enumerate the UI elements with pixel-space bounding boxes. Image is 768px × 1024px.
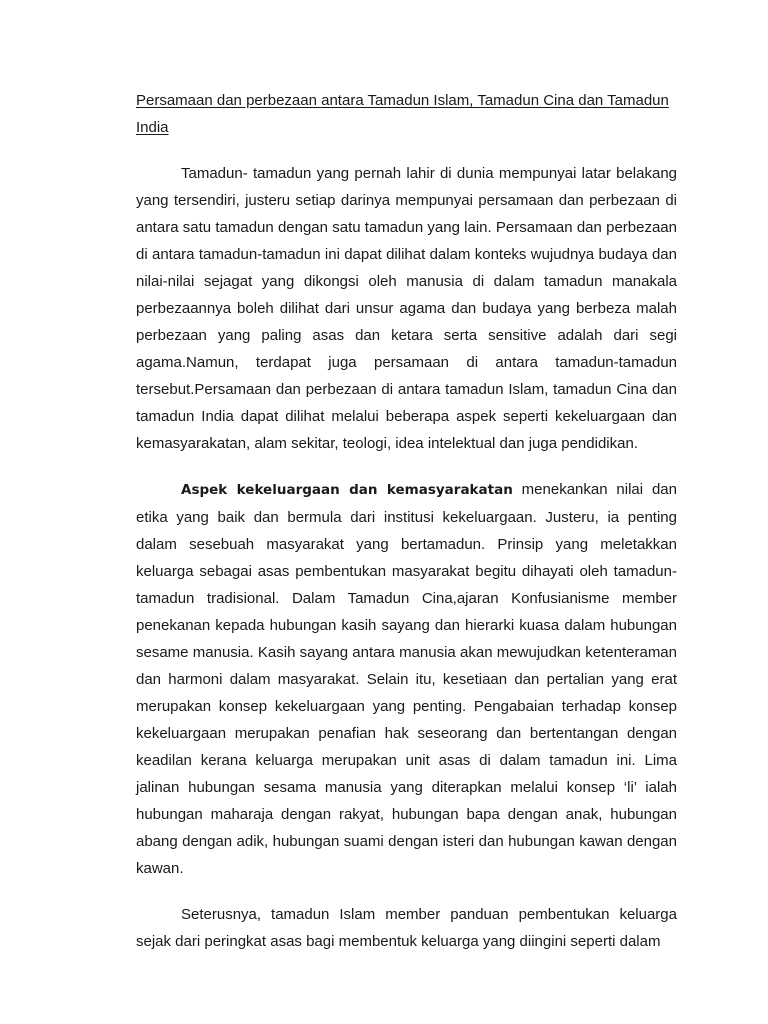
paragraph-intro: Tamadun- tamadun yang pernah lahir di dunia mempunyai latar belakang yang tersendiri, justeru setiap darinya mempunyai persamaan dan perbezaan di antara satu tamadun dengan satu tamadun yang lain. Persamaan dan perbezaan di antara tamadun-tamadun ini dapat dilihat dalam konteks wujudnya budaya dan nilai-nilai sejagat yang dikongsi oleh manusia di dalam tamadun manakala perbezaannya boleh dilihat dari unsur agama dan budaya yang berbeza malah perbezaan yang paling asas dan ketara serta sensitive adalah dari segi agama.Namun, terdapat juga persamaan di antara tamadun-tamadun tersebut.Persamaan dan perbezaan di antara tamadun Islam, tamadun Cina dan tamadun India dapat dilihat melalui beberapa aspek seperti kekeluargaan dan kemasyarakatan, alam sekitar, teologi, idea intelektual dan juga pendidikan.	[136, 165, 677, 452]
paragraph-islam: Seterusnya, tamadun Islam member panduan pembentukan keluarga sejak dari peringkat asas bagi membentuk keluarga yang diingini seperti dalam	[136, 906, 677, 950]
paragraph-family-text: menekankan nilai dan etika yang baik dan bermula dari institusi kekeluargaan. Justeru, ia penting dalam sesebuah masyarakat yang bertamadun. Prinsip yang meletakkan keluarga sebagai asas pembentukan masyarakat begitu dihayati oleh tamadun- tamadun tradisional. Dalam Tamadun Cina,ajaran Konfusianisme member penekanan kepada hubungan kasih sayang dan hierarki kuasa dalam hubungan sesame manusia. Kasih sayang antara manusia akan mewujudkan ketenteraman dan harmoni dalam masyarakat. Selain itu, kesetiaan dan pertalian yang erat merupakan konsep kekeluargaan yang penting. Pengabaian terhadap konsep kekeluargaan merupakan penafian hak seseorang dan bertentangan dengan keadilan kerana keluarga merupakan unit asas di dalam tamadun ini. Lima jalinan hubungan sesama manusia yang diterapkan melalui konsep ‘li’ ialah hubungan maharaja dengan rakyat, hubungan bapa dengan anak, hubungan abang dengan adik, hubungan suami dengan isteri dan hubungan kawan dengan kawan.	[136, 481, 677, 877]
document-body	[136, 87, 677, 974]
document-title: Persamaan dan perbezaan antara Tamadun Islam, Tamadun Cina dan Tamadun India	[136, 92, 669, 136]
paragraph-lead-heading: Aspek kekeluargaan dan kemasyarakatan	[181, 482, 513, 498]
paragraph-family-aspect	[136, 476, 677, 882]
